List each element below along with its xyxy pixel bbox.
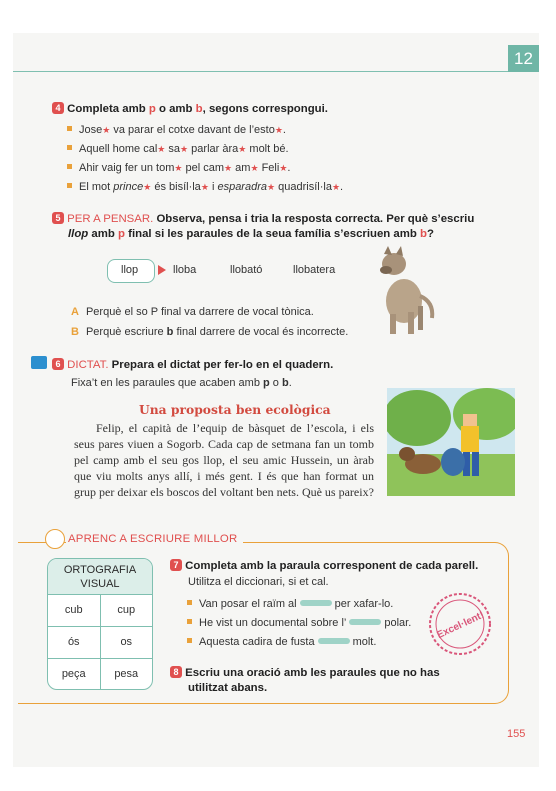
svg-text:Excel·lent!: Excel·lent! [435,609,486,642]
answer-blank[interactable] [349,619,381,625]
q8-heading: 8 Escriu una oració amb les paraules que no has [170,666,440,679]
excellent-stamp [427,591,493,657]
q4-item-2: Aquell home cal★ sa★ parlar àra★ molt bé. [67,143,289,155]
q7-number: 7 [170,559,182,571]
page-number: 155 [507,728,526,740]
dog-illustration [368,246,440,338]
chapter-badge: 12 [508,45,539,72]
story-title: Una proposta ben ecològica [139,402,331,417]
q4-item-3: Ahir vaig fer un tom★ pel cam★ am★ Feli★. [67,162,290,174]
table-row: ós os [48,627,152,659]
table-header: ORTOGRAFIA VISUAL [48,559,152,595]
table-row: peça pesa [48,659,152,690]
word-lloba: lloba [173,264,197,276]
q7-subtext: Utilitza el diccionari, si et cal. [188,576,329,588]
q5-heading-line2: llop amb p final si les paraules de la seua família s’escriuen amb b? [68,228,434,240]
arrow-icon [158,265,166,275]
word-llop: llop [121,264,139,276]
q6-number: 6 [52,358,64,370]
orthography-table [47,558,153,690]
q4-item-1: Jose★ va parar el cotxe davant de l’esto★. [67,124,286,136]
answer-blank[interactable] [300,600,332,606]
word-llobato: llobató [230,264,263,276]
table-row: cub cup [48,595,152,627]
pencil-icon [45,529,65,549]
book-icon [31,356,47,369]
q8-number: 8 [170,666,182,678]
park-illustration [387,388,515,496]
q5-heading: 5 PER A PENSAR. Observa, pensa i tria la resposta correcta. Per què s’escriu [52,212,474,225]
q7-heading: 7 Completa amb la paraula corresponent de cada parell. [170,559,478,572]
story-text: Felip, el capità de l’equip de bàsquet de l’escola, i els seus pares viuen a Sogorb. Cada cap de setmana fan un tomb pel camp amb el seu gos llop, el seu amic Hussein, un àrab que viu molts anys allí, i més gent. I és que han format un grup per deixar els boscos del voltant ben nets. Què us pareix? [74,421,374,499]
q8-heading-line2: utilitzat abans. [188,682,268,694]
q6-subtext: Fixa’t en les paraules que acaben amb p o b. [71,377,292,389]
q4-heading: 4 Completa amb p o amb b, segons correspongui. [52,102,328,115]
q7-item-2: He vist un documental sobre l’ polar. [187,617,411,629]
section-title: APRENC A ESCRIURE MILLOR [66,533,243,545]
q4-number: 4 [52,102,64,114]
q7-item-3: Aquesta cadira de fusta molt. [187,636,376,648]
q5-option-a[interactable]: A Perquè el so P final va darrere de vocal tònica. [71,306,314,318]
q5-option-b[interactable]: B Perquè escriure b final darrere de vocal és incorrecte. [71,326,349,338]
q7-item-1: Van posar el raïm al per xafar-lo. [187,598,393,610]
word-llobatera: llobatera [293,264,336,276]
answer-blank[interactable] [318,638,350,644]
q5-number: 5 [52,212,64,224]
q4-item-4: El mot prince★ és bisíl·la★ i esparadra★ quadrisíl·la★. [67,181,343,193]
q6-heading: 6 DICTAT. Prepara el dictat per fer-lo en el quadern. [52,358,333,371]
header-rule [13,71,520,72]
